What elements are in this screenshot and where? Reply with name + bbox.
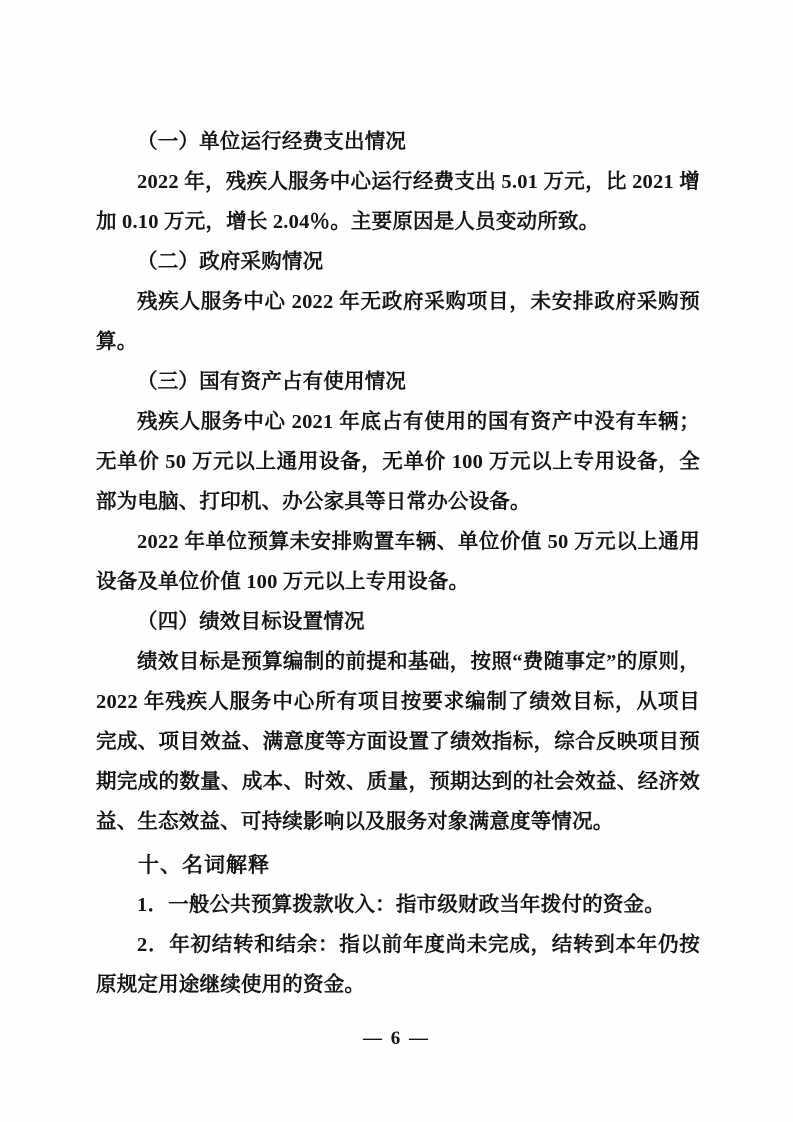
paragraph-5: 绩效目标是预算编制的前提和基础，按照“费随事定”的原则，2022 年残疾人服务中心所有项目按要求编制了绩效目标，从项目完成、项目效益、满意度等方面设置了绩效指标，综合反映项目预期完成的数量、成本、时效、质量，预期达到的社会效益、经济效益、生态效益、可持续影响以及服务对象满意度等情况。 (96, 651, 700, 833)
paragraph-2: 残疾人服务中心 2022 年无政府采购项目，未安排政府采购预算。 (96, 291, 700, 353)
section-heading-ten: 十、名词解释 (138, 853, 270, 877)
subsection-heading-3: （三）国有资产占有使用情况 (137, 371, 407, 393)
subsection-heading-4: （四）绩效目标设置情况 (137, 611, 365, 633)
paragraph-1: 2022 年，残疾人服务中心运行经费支出 5.01 万元，比 2021 增加 0.10 万元，增长 2.04％。主要原因是人员变动所致。 (96, 171, 700, 233)
paragraph-6: 1．一般公共预算拨款收入：指市级财政当年拨付的资金。 (137, 894, 665, 916)
paragraph-4: 2022 年单位预算未安排购置车辆、单位价值 50 万元以上通用设备及单位价值 100 万元以上专用设备。 (96, 531, 700, 593)
paragraph-7: 2．年初结转和结余：指以前年度尚未完成，结转到本年仍按原规定用途继续使用的资金。 (96, 934, 700, 996)
page-number: — 6 — (363, 1028, 430, 1049)
paragraph-3: 残疾人服务中心 2021 年底占有使用的国有资产中没有车辆；无单价 50 万元以上通用设备，无单价 100 万元以上专用设备，全部为电脑、打印机、办公家具等日常办公设备。 (96, 411, 700, 513)
subsection-heading-1: （一）单位运行经费支出情况 (137, 131, 407, 153)
subsection-heading-2: （二）政府采购情况 (137, 251, 324, 273)
document-body (96, 122, 700, 1005)
